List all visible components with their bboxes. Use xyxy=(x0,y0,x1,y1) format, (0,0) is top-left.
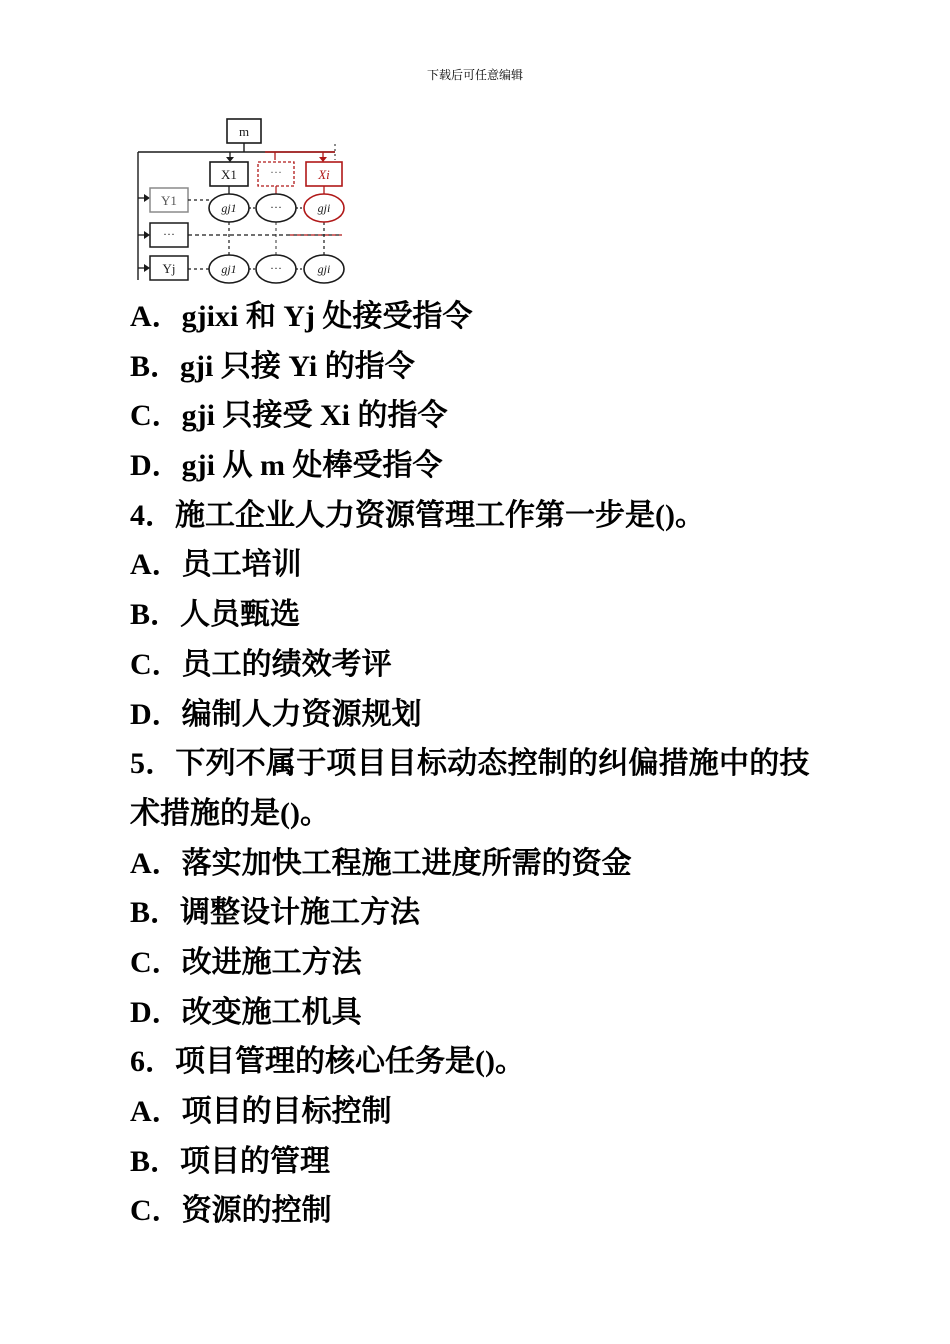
option-c-q5: C．改进施工方法 xyxy=(130,945,362,979)
organization-diagram xyxy=(130,116,345,288)
svg-text:gj1: gj1 xyxy=(221,201,237,215)
option-c-q4: C．员工的绩效考评 xyxy=(130,647,392,681)
option-a-q4: A．员工培训 xyxy=(130,548,302,582)
svg-text:···: ··· xyxy=(270,200,282,214)
svg-text:gji: gji xyxy=(317,262,331,276)
option-d-q4: D．编制人力资源规划 xyxy=(130,697,422,731)
option-d-q3: D．gji 从 m 处棒受指令 xyxy=(130,449,443,483)
question-5-line-2: 术措施的是()。 xyxy=(130,796,330,830)
option-a-q6: A．项目的目标控制 xyxy=(130,1095,392,1128)
question-5-line-1: 5．下列不属于项目目标动态控制的纠偏措施中的技 xyxy=(130,747,810,781)
option-d-q5: D．改变施工机具 xyxy=(130,995,362,1029)
question-4: 4．施工企业人力资源管理工作第一步是()。 xyxy=(130,498,705,532)
option-b-q5: B．调整设计施工方法 xyxy=(130,896,421,930)
svg-text:gji: gji xyxy=(317,201,331,215)
document-body xyxy=(130,292,870,1236)
svg-text:···: ··· xyxy=(270,261,282,275)
option-b-q4: B．人员甄选 xyxy=(130,598,301,632)
page-header: 下载后可任意编辑 xyxy=(426,68,523,82)
label-y-dots: ··· xyxy=(163,227,175,241)
label-x-dots: ··· xyxy=(270,165,282,179)
option-b-q6: B．项目的管理 xyxy=(130,1144,331,1178)
label-yj: Yj xyxy=(162,261,176,276)
svg-text:gj1: gj1 xyxy=(221,262,237,276)
label-x1: X1 xyxy=(221,167,237,182)
option-c-q3: C．gji 只接受 Xi 的指令 xyxy=(130,399,448,433)
option-a-q3: A．gjixi 和 Yj 处接受指令 xyxy=(130,300,473,333)
option-b-q3: B．gji 只接 Yi 的指令 xyxy=(130,349,415,383)
question-6: 6．项目管理的核心任务是()。 xyxy=(130,1045,525,1079)
label-m: m xyxy=(238,124,250,139)
label-xi: Xi xyxy=(318,167,330,182)
option-a-q5: A．落实加快工程施工进度所需的资金 xyxy=(130,846,632,880)
label-y1: Y1 xyxy=(161,193,177,208)
option-c-q6: C．资源的控制 xyxy=(130,1194,332,1228)
